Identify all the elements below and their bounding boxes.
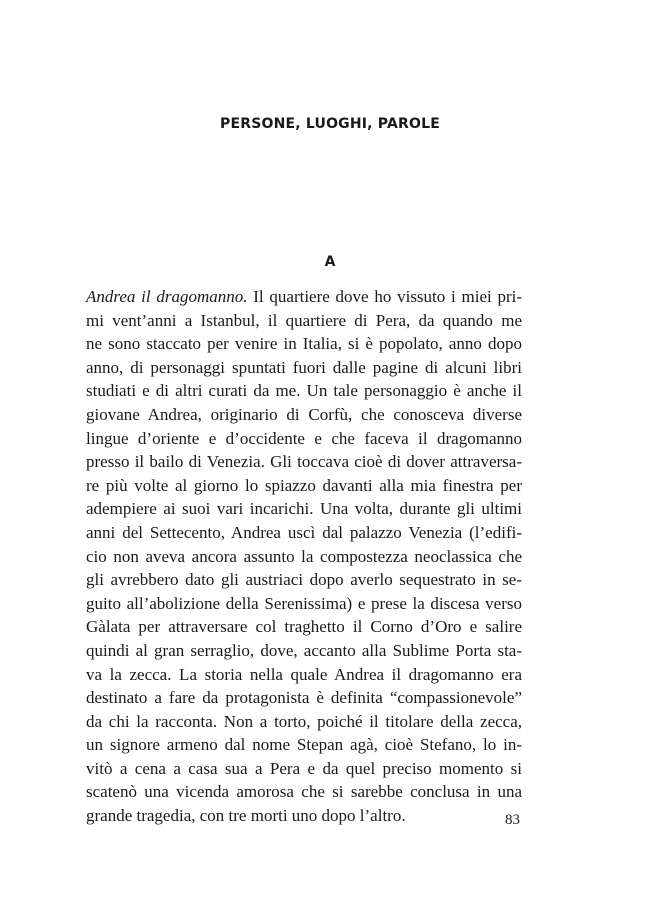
text-line: quindi al gran serraglio, dove, accanto alla Sublime Porta sta- bbox=[86, 640, 522, 660]
text-line: anni del Settecento, Andrea uscì dal palazzo Venezia (l’edifi- bbox=[86, 522, 522, 542]
text-line: ne sono staccato per venire in Italia, si è popolato, anno dopo bbox=[86, 334, 522, 354]
text-line: scatenò una vicenda amorosa che si sarebbe conclusa in una bbox=[86, 782, 522, 802]
text-line: cio non aveva ancora assunto la compostezza neoclassica che bbox=[86, 546, 522, 566]
text-line: vitò a cena a casa sua a Pera e da quel preciso momento si bbox=[86, 758, 522, 778]
text-line: destinato a fare da protagonista è definita “compassionevole” bbox=[86, 688, 522, 708]
entry-title: Andrea il dragomanno. bbox=[86, 287, 248, 306]
text-line: gli avrebbero dato gli austriaci dopo averlo sequestrato in se- bbox=[86, 570, 522, 590]
text-line: grande tragedia, con tre morti uno dopo l’altro. bbox=[86, 806, 406, 826]
section-letter: A bbox=[324, 254, 336, 270]
text-line: giovane Andrea, originario di Corfù, che conosceva diverse bbox=[86, 404, 522, 424]
text-line: studiati e di altri curati da me. Un tale personaggio è anche il bbox=[86, 381, 522, 401]
text-line: guito all’abolizione della Serenissima) e prese la discesa verso bbox=[86, 593, 522, 613]
text-line: presso il bailo di Venezia. Gli toccava cioè di dover attraversa- bbox=[86, 452, 522, 472]
text-line: adempiere ai suoi vari incarichi. Una volta, durante gli ultimi bbox=[86, 499, 522, 519]
text-line: re più volte al giorno lo spiazzo davanti alla mia finestra per bbox=[86, 475, 522, 495]
page-title: PERSONE, LUOGHI, PAROLE bbox=[220, 116, 440, 132]
text-line: anno, di personaggi spuntati fuori dalle pagine di alcuni libri bbox=[86, 357, 522, 377]
body-text bbox=[86, 285, 522, 828]
text-line: mi vent’anni a Istanbul, il quartiere di Pera, da quando me bbox=[86, 310, 522, 330]
text-line: da chi la racconta. Non a torto, poiché il titolare della zecca, bbox=[86, 711, 522, 731]
text-line: Gàlata per attraversare col traghetto il Corno d’Oro e salire bbox=[86, 617, 522, 637]
text-line: va la zecca. La storia nella quale Andrea il dragomanno era bbox=[86, 664, 522, 684]
text-line bbox=[86, 285, 522, 309]
text-line: un signore armeno dal nome Stepan agà, cioè Stefano, lo in- bbox=[86, 735, 522, 755]
text-line: lingue d’oriente e d’occidente e che faceva il dragomanno bbox=[86, 428, 522, 448]
page-number: 83 bbox=[505, 812, 520, 828]
text-line-content: Il quartiere dove ho vissuto i miei pri- bbox=[253, 287, 523, 306]
